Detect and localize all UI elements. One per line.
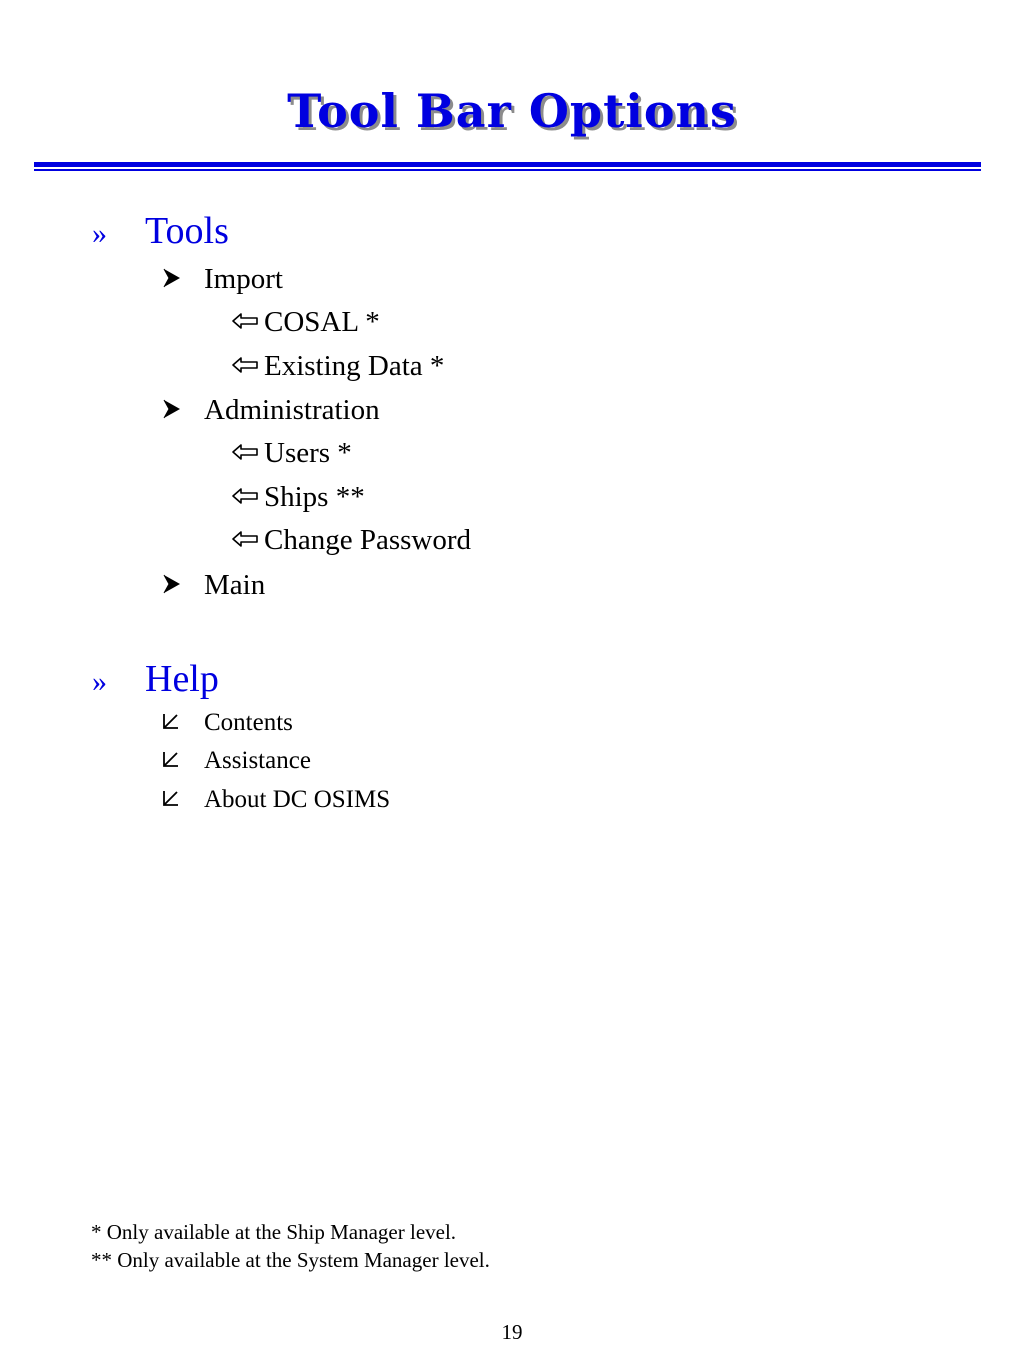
slide-title: Tool Bar Options <box>287 84 737 138</box>
help-item-assistance: Assistance <box>204 747 311 774</box>
page-number: 19 <box>501 1320 523 1344</box>
submenu-item-change-password: Change Password <box>264 524 472 556</box>
section-marker-help: » <box>92 665 107 698</box>
footnote-double-asterisk: ** Only available at the System Manager level. <box>91 1248 490 1272</box>
checkmark-bullet-icon <box>162 750 180 768</box>
left-arrow-outline-icon <box>232 488 258 504</box>
left-arrow-outline-icon <box>232 313 258 329</box>
title-underline-thin <box>34 169 981 171</box>
checkmark-bullet-icon <box>162 712 180 730</box>
menu-item-administration: Administration <box>204 394 380 426</box>
help-item-about: About DC OSIMS <box>204 786 391 813</box>
submenu-item-existing-data: Existing Data * <box>264 350 445 382</box>
left-arrow-outline-icon <box>232 357 258 373</box>
footnote-single-asterisk: * Only available at the Ship Manager level. <box>91 1220 457 1244</box>
title-underline <box>34 162 981 167</box>
arrowhead-bullet-icon <box>163 574 181 594</box>
section-heading-tools: Tools <box>145 210 229 252</box>
left-arrow-outline-icon <box>232 444 258 460</box>
arrowhead-bullet-icon <box>163 399 181 419</box>
checkmark-bullet-icon <box>162 789 180 807</box>
menu-item-import: Import <box>204 263 283 295</box>
left-arrow-outline-icon <box>232 531 258 547</box>
section-marker-tools: » <box>92 217 107 250</box>
section-heading-help: Help <box>145 658 219 700</box>
submenu-item-ships: Ships ** <box>264 481 365 513</box>
submenu-item-users: Users * <box>264 437 352 469</box>
menu-item-main: Main <box>204 569 266 601</box>
help-item-contents: Contents <box>204 709 293 736</box>
arrowhead-bullet-icon <box>163 268 181 288</box>
submenu-item-cosal: COSAL * <box>264 306 380 338</box>
